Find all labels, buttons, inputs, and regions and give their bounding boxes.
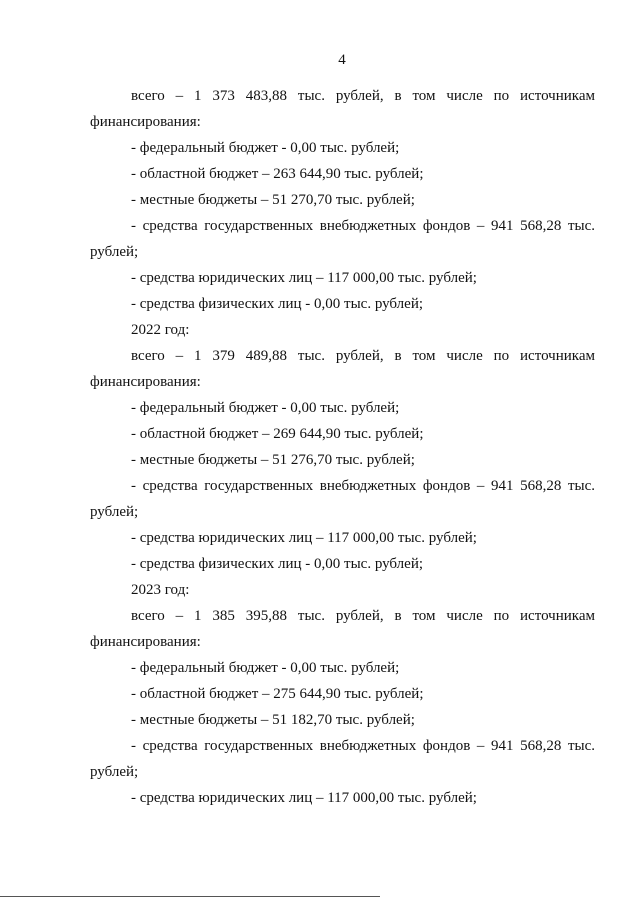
regional-budget-line: - областной бюджет – 275 644,90 тыс. рублей; [131, 686, 424, 702]
financing-label: финансирования: [90, 374, 201, 390]
page-number: 4 [338, 52, 346, 68]
state-funds-continuation: рублей; [90, 764, 139, 780]
regional-budget-line: - областной бюджет – 269 644,90 тыс. рублей; [131, 426, 424, 442]
state-funds-continuation: рублей; [90, 244, 139, 260]
local-budgets-line: - местные бюджеты – 51 270,70 тыс. рублей; [131, 192, 415, 208]
state-funds-line: - средства государственных внебюджетных фондов – 941 568,28 тыс. [131, 478, 595, 494]
federal-budget-line: - федеральный бюджет - 0,00 тыс. рублей; [131, 140, 400, 156]
legal-entities-line: - средства юридических лиц – 117 000,00 тыс. рублей; [131, 790, 477, 806]
local-budgets-line: - местные бюджеты – 51 182,70 тыс. рублей; [131, 712, 415, 728]
local-budgets-line: - местные бюджеты – 51 276,70 тыс. рублей; [131, 452, 415, 468]
federal-budget-line: - федеральный бюджет - 0,00 тыс. рублей; [131, 660, 400, 676]
state-funds-line: - средства государственных внебюджетных фондов – 941 568,28 тыс. [131, 738, 595, 754]
individuals-line: - средства физических лиц - 0,00 тыс. рублей; [131, 296, 424, 312]
federal-budget-line: - федеральный бюджет - 0,00 тыс. рублей; [131, 400, 400, 416]
legal-entities-line: - средства юридических лиц – 117 000,00 тыс. рублей; [131, 530, 477, 546]
year-heading-2022: 2022 год: [131, 322, 190, 338]
state-funds-continuation: рублей; [90, 504, 139, 520]
regional-budget-line: - областной бюджет – 263 644,90 тыс. рублей; [131, 166, 424, 182]
year-heading-2023: 2023 год: [131, 582, 190, 598]
legal-entities-line: - средства юридических лиц – 117 000,00 тыс. рублей; [131, 270, 477, 286]
total-2022-line: всего – 1 379 489,88 тыс. рублей, в том числе по источникам [131, 348, 595, 364]
bottom-edge-line [0, 896, 380, 897]
financing-label: финансирования: [90, 634, 201, 650]
individuals-line: - средства физических лиц - 0,00 тыс. рублей; [131, 556, 424, 572]
total-2023-line: всего – 1 385 395,88 тыс. рублей, в том числе по источникам [131, 608, 595, 624]
total-2021-line: всего – 1 373 483,88 тыс. рублей, в том числе по источникам [131, 88, 595, 104]
state-funds-line: - средства государственных внебюджетных фондов – 941 568,28 тыс. [131, 218, 595, 234]
financing-label: финансирования: [90, 114, 201, 130]
